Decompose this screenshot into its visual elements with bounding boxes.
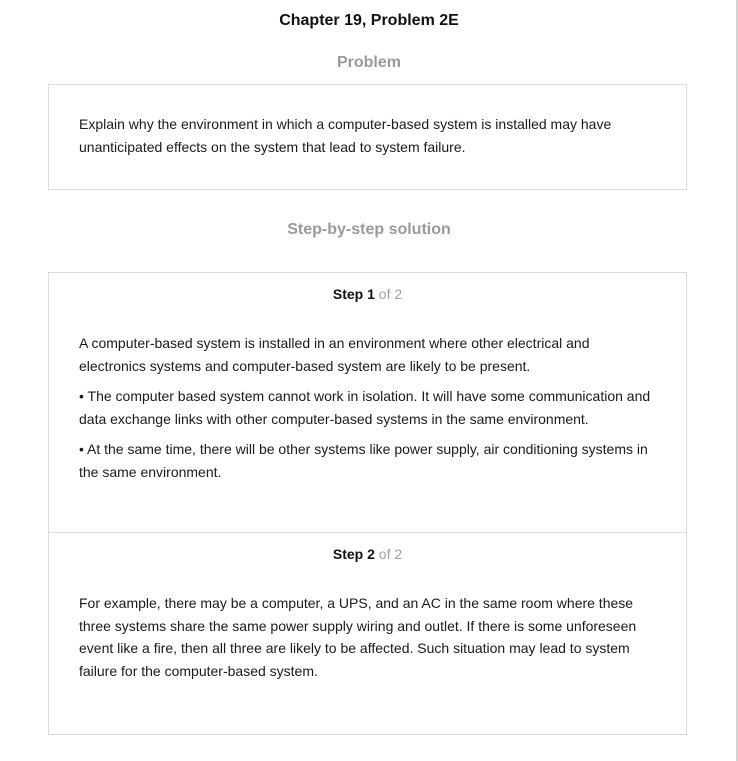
step-1-header bbox=[79, 286, 656, 306]
chapter-title: Chapter 19, Problem 2E bbox=[279, 12, 459, 29]
step-1-number: 1 bbox=[367, 286, 375, 302]
step-2-of-total: of 2 bbox=[378, 546, 403, 562]
step-2-number: 2 bbox=[367, 546, 375, 562]
solution-heading: Step-by-step solution bbox=[287, 221, 451, 238]
step-1-label: Step bbox=[332, 286, 364, 302]
problem-text: Explain why the environment in which a computer-based system is installed may have unanticipated effects on the system that lead to system failure. bbox=[79, 116, 612, 155]
steps-container bbox=[48, 272, 687, 735]
step-2-paragraph: For example, there may be a computer, a UPS, and an AC in the same room where these three systems share the same power supply wiring and outlet. If there is some unforeseen event like a fire, then all three are likely to be affected. Such situation may lead to system failure for the computer-based system. bbox=[79, 595, 637, 679]
problem-box bbox=[48, 84, 687, 190]
step-2-body bbox=[79, 592, 656, 682]
step-2-section bbox=[49, 533, 686, 734]
step-2-label: Step bbox=[332, 546, 364, 562]
step-1-body bbox=[79, 332, 656, 483]
step-1-of-total: of 2 bbox=[378, 286, 403, 302]
step-2-header bbox=[79, 546, 656, 566]
step-1-bullet: • At the same time, there will be other systems like power supply, air conditioning systems in the same environment. bbox=[79, 441, 648, 480]
step-1-paragraph: A computer-based system is installed in an environment where other electrical and electronics systems and computer-based system are likely to be present. bbox=[79, 335, 590, 374]
problem-heading: Problem bbox=[336, 54, 401, 71]
step-1-bullet: • The computer based system cannot work in isolation. It will have some communication and data exchange links with other computer-based systems in the same environment. bbox=[79, 388, 651, 427]
step-1-section bbox=[49, 273, 686, 533]
